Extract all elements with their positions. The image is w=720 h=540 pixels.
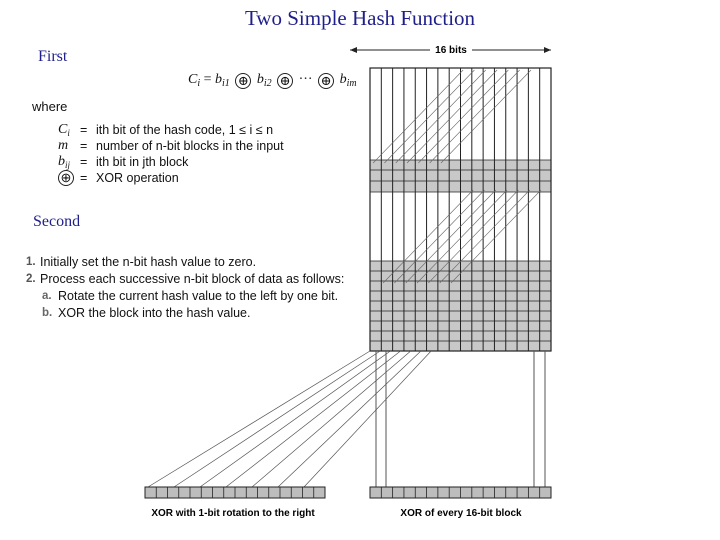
definition-equals: = <box>80 139 88 153</box>
definition-equals: = <box>80 123 88 137</box>
rotation-output-line <box>226 351 401 487</box>
page-title: Two Simple Hash Function <box>244 6 476 30</box>
definition-text: XOR operation <box>96 171 179 185</box>
formula-term-2-sub: i2 <box>263 78 272 89</box>
definition-symbol-main: C <box>58 122 68 137</box>
rotation-output-line <box>148 351 370 487</box>
output-bars <box>145 487 551 498</box>
width-label: 16 bits <box>435 45 467 56</box>
step-number: b. <box>42 306 53 319</box>
step-number: 1. <box>26 255 36 268</box>
step-number: 2. <box>26 272 36 285</box>
formula-term-3-sub: im <box>346 78 357 89</box>
formula-ellipsis: ··· <box>298 72 313 87</box>
step-text: Rotate the current hash value to the left by one bit. <box>58 288 339 303</box>
section-label-first: First <box>38 48 68 65</box>
definition-equals: = <box>80 155 88 169</box>
definition-equals: = <box>80 171 88 185</box>
block-grid <box>370 68 551 351</box>
step-text: Process each successive n-bit block of data as follows: <box>40 271 345 286</box>
xor-operator-icon: ⊕ <box>318 73 334 89</box>
rotation-output-line <box>252 351 411 487</box>
formula-term-3: b <box>339 72 347 87</box>
xor-operator-icon: ⊕ <box>277 73 293 89</box>
caption-block-xor: XOR of every 16-bit block <box>400 508 522 519</box>
formula-equals: = <box>203 72 212 87</box>
formula-term-1-sub: i1 <box>222 78 230 89</box>
width-indicator <box>350 42 551 56</box>
rotation-output-line <box>304 351 431 487</box>
definition-text: number of n-bit blocks in the input <box>96 139 284 153</box>
formula-lhs-sub: i <box>197 78 201 89</box>
definition-text: ith bit in jth block <box>96 155 189 169</box>
step-number: a. <box>42 289 52 302</box>
xor-operator-icon: ⊕ <box>58 170 74 186</box>
formula-lhs: C <box>188 72 198 87</box>
rotation-output-line <box>200 351 390 487</box>
definition-symbol-sub: ij <box>65 160 71 170</box>
formula-term-1: b <box>215 72 223 87</box>
definition-symbol-sub: i <box>67 128 70 138</box>
xor-operator-icon: ⊕ <box>235 73 251 89</box>
definition-symbol-main: b <box>58 154 65 169</box>
step-text: Initially set the n-bit hash value to zero. <box>40 254 257 269</box>
formula-term-2: b <box>256 72 264 87</box>
where-label: where <box>32 99 68 114</box>
definition-symbol-main: m <box>58 138 69 153</box>
xor-lines <box>376 351 545 487</box>
caption-rotation-xor: XOR with 1-bit rotation to the right <box>151 508 315 519</box>
section-label-second: Second <box>33 213 81 230</box>
step-text: XOR the block into the hash value. <box>58 305 251 320</box>
definition-text: ith bit of the hash code, 1 ≤ i ≤ n <box>96 123 274 137</box>
